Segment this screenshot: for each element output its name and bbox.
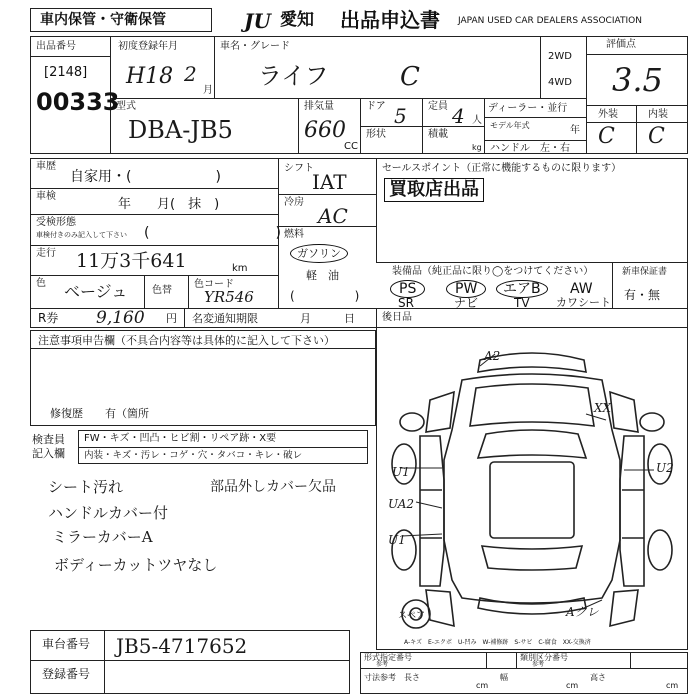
type-cert-ref: 参考 — [376, 661, 389, 668]
color-change-label: 色替 — [152, 285, 172, 296]
ac-label: 冷房 — [284, 197, 304, 208]
recycle-amount: 9,160 — [96, 308, 145, 328]
memo-line-1: シート汚れ — [48, 478, 124, 496]
equip-sr: SR — [398, 296, 414, 310]
equip-tv: TV — [514, 296, 530, 310]
spare-label: スペア — [398, 611, 426, 621]
doors-label: ドア — [366, 101, 386, 112]
equip-navi: ナビ — [454, 296, 479, 310]
rating-value: 3.5 — [612, 61, 663, 99]
rating-label: 評価点 — [606, 39, 636, 50]
type-code: DBA-JB5 — [128, 116, 233, 144]
entry-no: 00333 — [36, 88, 120, 116]
width-label: 幅 — [500, 673, 508, 682]
storage-notice: 車内保管・守衛保管 — [40, 12, 166, 28]
color-code-value: YR546 — [204, 288, 254, 306]
shape-label: 形状 — [366, 129, 386, 140]
recycle-paren: ( ) — [144, 225, 281, 241]
category-ref: 参考 — [532, 661, 545, 668]
month-unit: 月 — [203, 85, 213, 96]
car-diagram — [380, 340, 684, 640]
damage-legend: A-キズ E-エクボ U-凹み W-補修跡 S-サビ C-腐食 XX-交換済 — [404, 639, 591, 646]
reg-label: 登録番号 — [42, 667, 91, 681]
memo-line-3: ミラーカバーA — [52, 528, 153, 546]
check-row-interior: 内装・キズ・汚レ・コゲ・穴・タバコ・キレ・破レ — [84, 450, 303, 461]
recycle-form-note: 車検付きのみ記入して下さい — [36, 231, 127, 239]
first-reg-month: 2 — [184, 62, 197, 86]
color-label: 色 — [36, 278, 46, 289]
year-unit: 年 — [570, 125, 580, 136]
displacement-value: 660 — [304, 118, 346, 143]
shift-value: IAT — [312, 170, 347, 194]
repair-label: 修復歴 有（箇所 — [50, 407, 149, 420]
drive-4wd: 4WD — [548, 77, 572, 88]
chassis-no: JB5-4717652 — [116, 634, 248, 658]
doors-value: 5 — [394, 104, 407, 128]
history-value: 自家用・( ) — [70, 169, 221, 185]
exterior-label: 外装 — [598, 109, 618, 120]
warranty-value: 有・無 — [624, 288, 661, 302]
shift-label: シフト — [284, 163, 314, 174]
capacity-value: 4 — [452, 104, 465, 128]
cc-unit: CC — [344, 141, 358, 152]
color-value: ベージュ — [64, 282, 128, 301]
length-label: 長さ — [404, 673, 420, 682]
rear-item-label: 後日品 — [382, 312, 412, 323]
first-reg-label: 初度登録年月 — [118, 41, 178, 52]
model-year-label: モデル年式 — [490, 121, 530, 130]
category-label: 類別区分番号 — [520, 653, 568, 662]
exterior-grade: C — [598, 124, 615, 149]
height-label: 高さ — [590, 673, 606, 682]
model-grade: C — [400, 62, 420, 92]
name-change-date: 月 日 — [300, 312, 355, 325]
interior-grade: C — [648, 124, 665, 149]
damage-mark-ua2: UA2 — [388, 497, 415, 511]
width-unit: cm — [566, 681, 579, 690]
inspection-label: 車検 — [36, 191, 56, 202]
memo-label: 記入欄 — [32, 447, 65, 460]
entry-sub-no: [2148] — [44, 65, 88, 80]
ac-value: AC — [318, 204, 348, 228]
kg-unit: kg — [472, 143, 482, 152]
equip-ps: PS — [390, 280, 425, 298]
check-row-exterior: FW・キズ・凹凸・ヒビ割・リペア跡・X要 — [84, 433, 277, 444]
damage-mark-a2: A2 — [484, 349, 501, 363]
model-name: ライフ — [258, 62, 329, 90]
height-unit: cm — [666, 681, 679, 690]
association-name: JAPAN USED CAR DEALERS ASSOCIATION — [458, 16, 642, 26]
recycle-ticket-label: R券 — [38, 311, 59, 325]
model-name-label: 車名・グレード — [220, 41, 290, 52]
mileage-value: 11万3千641 — [76, 250, 187, 272]
warranty-label: 新車保証書 — [622, 267, 668, 277]
dealer-label: ディーラー・並行 — [488, 103, 568, 114]
memo-line-4: ボディーカットツヤなし — [54, 556, 218, 574]
equip-aw: AW — [570, 281, 593, 297]
inspector-label: 検査員 — [32, 433, 65, 446]
sales-point-value: 買取店出品 — [384, 178, 484, 202]
damage-mark-u1-rear: U1 — [388, 533, 406, 547]
fuel-label: 燃料 — [284, 229, 304, 240]
damage-mark-u1: U1 — [392, 465, 410, 479]
history-label: 車歴 — [36, 161, 56, 172]
equip-pw: PW — [446, 280, 486, 298]
fuel-diesel: 軽 油 — [306, 269, 339, 282]
damage-mark-u2: U2 — [656, 461, 674, 475]
equip-seat: カワシート — [556, 296, 611, 309]
yen-unit: 円 — [166, 312, 177, 325]
logo-text: 愛知 — [280, 10, 314, 30]
form-title: 出品申込書 — [340, 8, 440, 32]
sales-point-label: セールスポイント（正常に機能するものに限ります） — [382, 163, 622, 174]
fuel-gasoline: ガソリン — [290, 244, 348, 263]
entry-no-label: 出品番号 — [36, 41, 76, 52]
interior-label: 内装 — [648, 109, 668, 120]
name-change-label: 名変通知期限 — [192, 312, 258, 325]
equip-airbag: エアB — [496, 280, 548, 298]
inspection-value: 年 月( 抹 ) — [118, 197, 220, 212]
km-unit: km — [232, 263, 248, 274]
type-label: 型式 — [116, 101, 136, 112]
length-unit: cm — [476, 681, 489, 690]
caution-label: 注意事項申告欄（不具合内容等は具体的に記入して下さい） — [38, 334, 335, 347]
color-code-label: 色コード — [194, 279, 234, 290]
cargo-label: 積載 — [428, 129, 448, 140]
ju-logo-icon: JU — [244, 9, 271, 33]
fuel-paren: ( ) — [290, 289, 360, 303]
dimension-label: 寸法参考 — [364, 673, 396, 682]
first-reg-era: H18 — [126, 64, 174, 89]
handle-label: ハンドル 左・右 — [490, 143, 570, 154]
capacity-label: 定員 — [428, 101, 448, 112]
damage-mark-xx: XX — [594, 401, 612, 415]
recycle-form-label: 受検形態 — [36, 217, 76, 228]
memo-line-2: ハンドルカバー付 — [48, 504, 169, 522]
damage-mark-a-rear: Aクレ — [566, 605, 599, 619]
chassis-label: 車台番号 — [42, 637, 91, 651]
memo-line-5: 部品外しカバー欠品 — [210, 479, 336, 495]
displacement-label: 排気量 — [304, 101, 334, 112]
equipment-label: 装備品（純正品に限り◯をつけてください） — [392, 266, 594, 277]
capacity-unit: 人 — [472, 115, 482, 126]
drive-2wd: 2WD — [548, 51, 572, 62]
mileage-label: 走行 — [36, 248, 56, 259]
type-cert-label: 形式指定番号 — [364, 653, 412, 662]
